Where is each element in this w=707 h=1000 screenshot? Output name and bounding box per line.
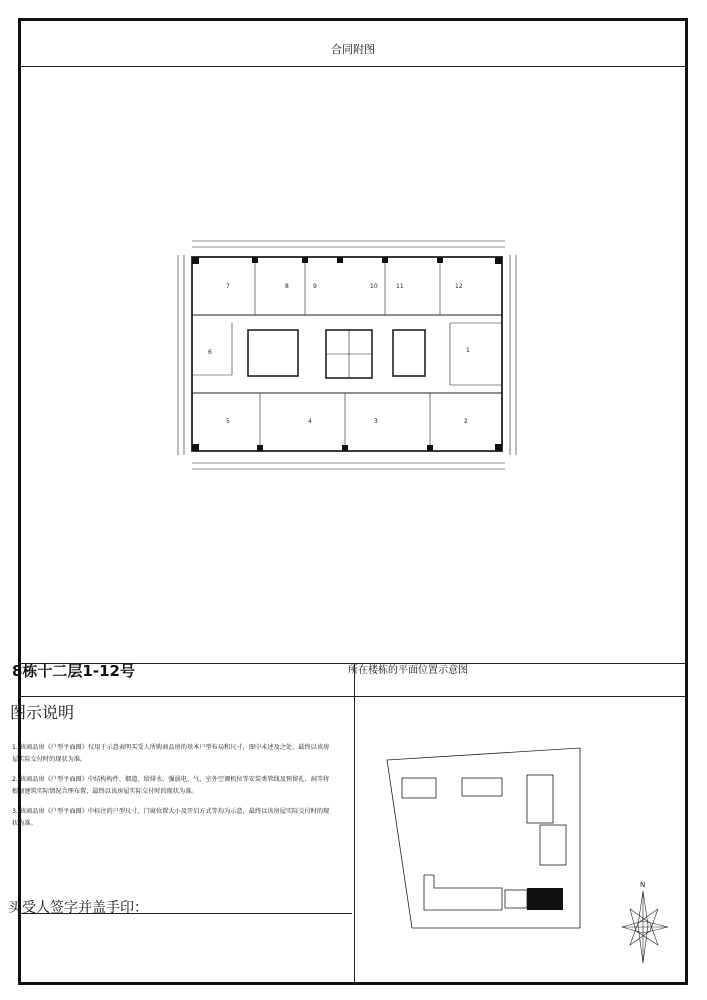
room-label: 2 <box>464 418 468 425</box>
floor-plan-drawing <box>150 215 530 475</box>
room-label: 7 <box>226 283 230 290</box>
room-label: 4 <box>308 418 312 425</box>
legend-title: 图示说明 <box>10 703 75 722</box>
signature-label: 买受人签字并盖手印： <box>8 900 148 916</box>
room-label: 8 <box>285 283 289 290</box>
room-label: 6 <box>208 349 212 356</box>
note-3: 3. 该商品房《户型平面图》中标注的户型尺寸、门窗位置大小及开启方式等均为示意，最终以该房屋实际交付时的现状为准。 <box>12 808 330 827</box>
unit-label: 8栋十二层1-12号 <box>12 662 135 680</box>
header-divider <box>21 66 685 67</box>
building-highlight <box>527 888 563 910</box>
north-label: N <box>640 881 646 889</box>
column-divider <box>354 663 355 982</box>
note-2: 2. 该商品房《户型平面图》中结构构件、烟道、给排水、强弱电、气、室外空调机位等安装类管线及预留孔、洞等将根据建筑实际情况合理布置，最终以该房屋实际交付时的现状为准。 <box>12 776 330 795</box>
room-label: 5 <box>226 418 230 425</box>
page-title: 合同附图 <box>331 43 375 56</box>
legend-notes <box>12 742 330 838</box>
room-label: 10 <box>370 283 378 290</box>
note-1: 1. 该商品房《户型平面图》仅用于示意表明买受人所购商品房的基本户型布局和尺寸，图中未述及之处，最终以该房屋实际交付时的现状为准。 <box>12 744 330 763</box>
site-plan-label: 所在楼栋的平面位置示意图 <box>348 665 468 676</box>
room-label: 12 <box>455 283 463 290</box>
contract-sheet <box>18 18 688 985</box>
room-label: 9 <box>313 283 317 290</box>
room-label: 1 <box>466 347 470 354</box>
room-label: 3 <box>374 418 378 425</box>
info-divider <box>21 696 685 697</box>
room-label: 11 <box>396 283 404 290</box>
compass-rose-icon <box>610 875 680 970</box>
site-location-map <box>362 730 587 935</box>
